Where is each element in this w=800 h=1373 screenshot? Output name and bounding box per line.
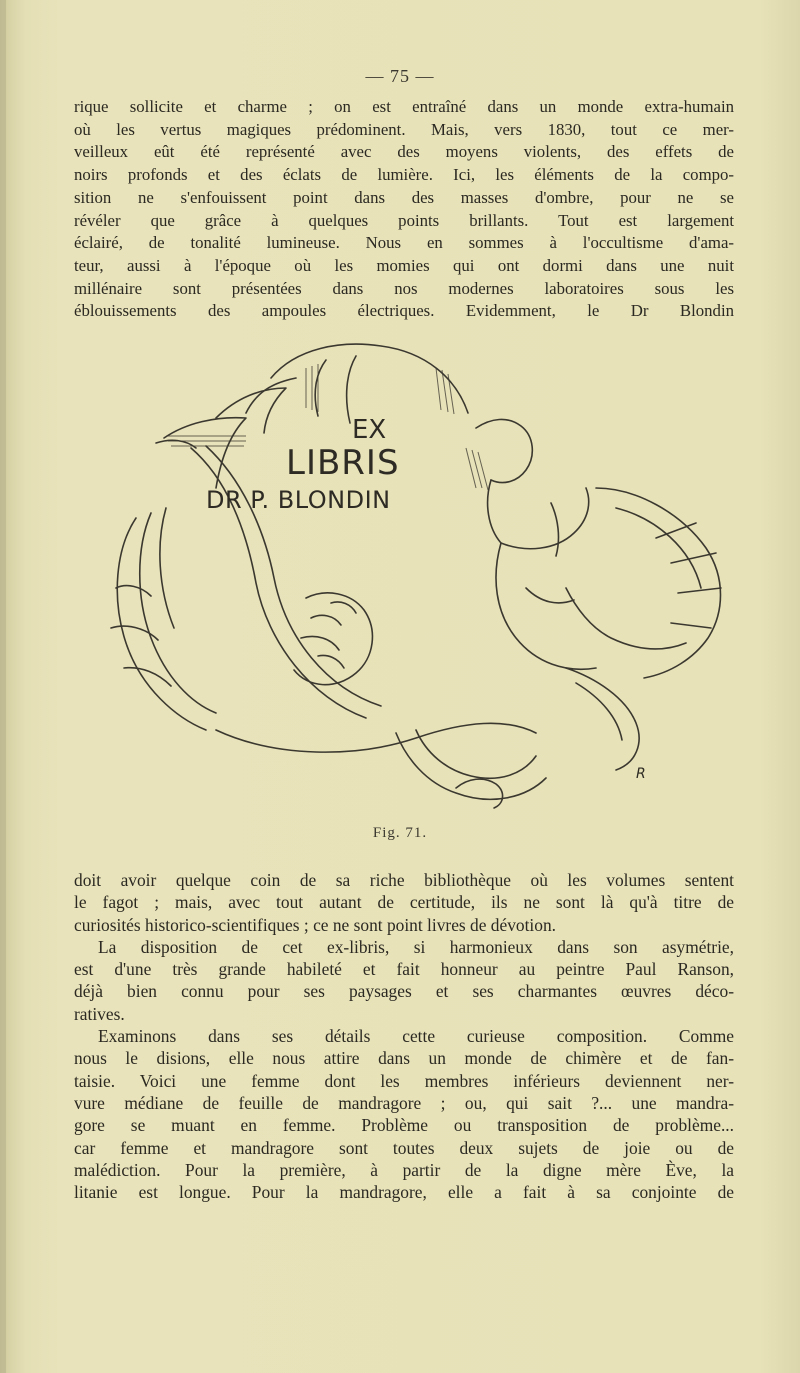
text-line: millénaire sont présentées dans nos modernes laboratoires sous les [74,278,734,298]
text-line: Examinons dans ses détails cette curieuse composition. Comme [98,1026,734,1047]
text-line: éblouissements des ampoules électriques. Evidemment, le Dr Blondin [74,301,734,321]
text-line: éclairé, de tonalité lumineuse. Nous en sommes à l'occultisme d'ama- [74,233,734,253]
text-line: vure médiane de feuille de mandragore ; ou, qui sait ?... une mandra- [74,1092,734,1113]
ex-libris-drawing [96,338,728,818]
text-line: gore se muant en femme. Problème ou transposition de problème... [74,1115,734,1136]
text-line: le fagot ; mais, avec tout autant de certitude, ils ne sont là qu'à titre de [74,892,734,913]
text-line: veilleux eût été représenté avec des moyens violents, des effets de [74,142,734,162]
tail-curl [396,733,546,799]
text-line: car femme et mandragore sont toutes deux sujets de joie ou de [74,1137,734,1158]
figure-caption: Fig. 71. [372,825,428,841]
text-line: litanie est longue. Pour la mandragore, elle a fait à sa conjointe de [74,1182,734,1203]
ornament-arc [271,344,468,413]
figure-arm [566,588,686,649]
artist-signature: R [636,766,646,782]
figure-shoulder [501,488,589,549]
text-line: est d'une très grande habileté et fait honneur au peintre Paul Ranson, [74,959,734,980]
bookplate-ex: EX [352,415,387,445]
root-mass [294,593,372,685]
text-line: noirs profonds et des éclats de lumière. Ici, les éléments de la compo- [74,165,734,185]
text-line: où les vertus magiques prédominent. Mais, vers 1830, tout ce mer- [74,119,734,139]
text-line: doit avoir quelque coin de sa riche bibliothèque où les volumes sentent [74,870,734,890]
text-line: curiosités historico-scientifiques ; ce ne sont point livres de dévotion. [74,914,557,935]
text-line: malédiction. Pour la première, à partir de la digne mère Ève, la [74,1159,734,1180]
figure-head [476,419,532,482]
ex-libris-illustration [96,338,728,818]
text-line: ratives. [74,1003,125,1024]
text-line: rique sollicite et charme ; on est entraîné dans un monde extra-humain [74,97,734,116]
text-line: taisie. Voici une femme dont les membres inférieurs deviennent ner- [74,1070,734,1091]
text-line: teur, aussi à l'époque où les momies qui ont dormi dans une nuit [74,255,734,275]
page-number: — 75 — [365,66,435,86]
text-line: sition ne s'enfouissent point dans des masses d'ombre, pour ne se [74,187,734,207]
bottom-paragraph [74,869,734,1203]
top-paragraph [74,96,734,323]
bookplate-owner: DR P. BLONDIN [206,486,391,514]
bookplate-libris: LIBRIS [286,443,400,483]
text-line: nous le disions, elle nous attire dans un monde de chimère et de fan- [74,1048,734,1069]
text-line: déjà bien connu pour ses paysages et ses charmantes œuvres déco- [74,981,734,1002]
spine-shadow [0,0,6,1373]
text-line: révéler que grâce à quelques points brillants. Tout est largement [74,210,734,230]
base-curve [216,723,536,752]
text-line: La disposition de cet ex-libris, si harmonieux dans son asymétrie, [98,936,734,957]
